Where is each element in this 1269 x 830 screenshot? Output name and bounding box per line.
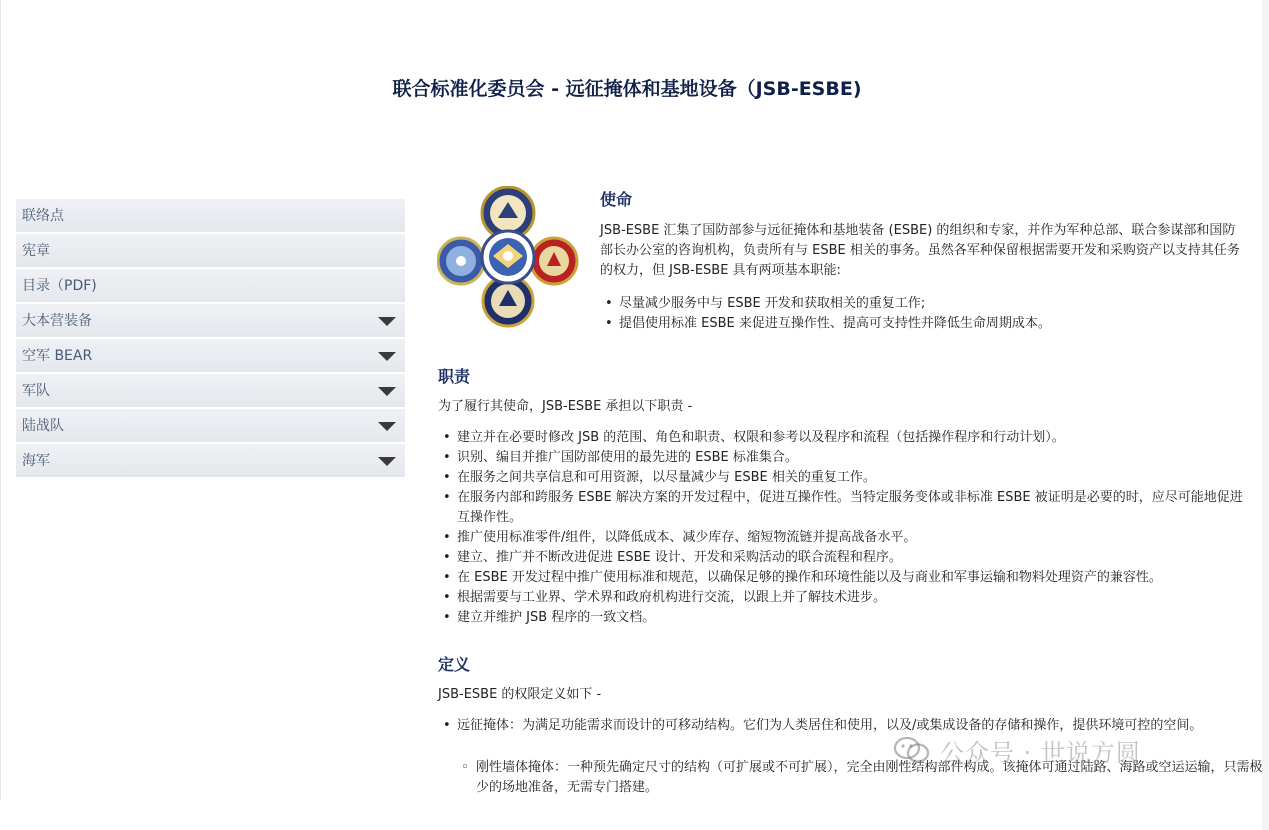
list-item: • 建立、推广并不断改进促进 ESBE 设计、开发和采购活动的联合流程和程序。	[438, 548, 1246, 568]
watermark-text: 公众号 · 世说方圆	[940, 739, 1141, 767]
sidebar-nav	[16, 199, 405, 479]
list-item: • 尽量减少服务中与 ESBE 开发和获取相关的重复工作;	[600, 294, 1240, 314]
page-title: 联合标准化委员会 - 远征掩体和基地设备（JSB-ESBE)	[392, 78, 862, 100]
sidebar-item-air-force-bear[interactable]	[16, 339, 405, 372]
sidebar-item-label: 军队	[22, 383, 50, 399]
chevron-down-icon[interactable]	[378, 422, 396, 431]
sidebar-item-base-equipment[interactable]	[16, 304, 405, 337]
sidebar-item-label: 宪章	[22, 243, 50, 259]
sidebar-item-label: 大本营装备	[22, 313, 92, 329]
sidebar-item-label: 陆战队	[22, 418, 64, 434]
wechat-icon	[893, 736, 931, 764]
sub-list-item: ◦ 刚性墙体掩体：一种预先确定尺寸的结构（可扩展或不可扩展），完全由刚性结构部件构成。该掩体可通过陆路、海路或空运运输，只需极少的场地准备，无需专门搭建。	[457, 758, 1264, 798]
sidebar-item-label: 联络点	[22, 208, 64, 224]
list-item: • 建立并维护 JSB 程序的一致文档。	[438, 608, 1246, 628]
chevron-down-icon[interactable]	[378, 387, 396, 396]
chevron-down-icon[interactable]	[378, 352, 396, 361]
sidebar-item-label: 空军 BEAR	[22, 348, 93, 364]
dod-service-seals-logo	[437, 186, 579, 328]
list-item: • 远征掩体：为满足功能需求而设计的可移动结构。它们为人类居住和使用，以及/或集成设备的存储和操作，提供环境可控的空间。	[438, 716, 1246, 736]
list-item: • 根据需要与工业界、学术界和政府机构进行交流，以跟上并了解技术进步。	[438, 588, 1246, 608]
sidebar-item-label: 目录（PDF)	[22, 278, 97, 294]
list-item: • 识别、编目并推广国防部使用的最先进的 ESBE 标准集合。	[438, 448, 1246, 468]
sidebar-item-charter[interactable]	[16, 234, 405, 267]
duties-list	[438, 428, 1246, 628]
list-item: • 在服务之间共享信息和可用资源，以尽量减少与 ESBE 相关的重复工作。	[438, 468, 1246, 488]
window-left-edge	[0, 0, 1, 830]
sidebar-item-catalog-pdf[interactable]	[16, 269, 405, 302]
sidebar-item-army[interactable]	[16, 374, 405, 407]
duties-intro: 为了履行其使命，JSB-ESBE 承担以下职责 -	[438, 399, 693, 414]
list-item: • 在服务内部和跨服务 ESBE 解决方案的开发过程中，促进互操作性。当特定服务变体或非标准 ESBE 被证明是必要的时，应尽可能地促进互操作性。	[438, 488, 1246, 528]
sidebar-item-navy[interactable]	[16, 444, 405, 477]
chevron-down-icon[interactable]	[378, 317, 396, 326]
list-item: • 建立并在必要时修改 JSB 的范围、角色和职责、权限和参考以及程序和流程（包括操作程序和行动计划）。	[438, 428, 1246, 448]
mission-paragraph: JSB-ESBE 汇集了国防部参与远征掩体和基地装备 (ESBE) 的组织和专家，并作为军种总部、联合参谋部和国防部长办公室的咨询机构，负责所有与 ESBE 相关的事务。虽然各军种保留根据需要开发和采购资产以支持其任务的权力，但 JSB-ESBE 具有两项基本职能:	[600, 223, 1240, 278]
sidebar-item-label: 海军	[22, 453, 50, 469]
scrollbar-track[interactable]	[1262, 0, 1269, 830]
duties-heading: 职责	[438, 367, 471, 386]
mission-heading: 使命	[600, 190, 633, 209]
list-item: • 推广使用标准零件/组件，以降低成本、减少库存、缩短物流链并提高战备水平。	[438, 528, 1246, 548]
sidebar-item-contact[interactable]	[16, 199, 405, 232]
list-item: • 提倡使用标准 ESBE 来促进互操作性、提高可支持性并降低生命周期成本。	[600, 314, 1240, 334]
list-item: • 在 ESBE 开发过程中推广使用标准和规范，以确保足够的操作和环境性能以及与商业和军事运输和物料处理资产的兼容性。	[438, 568, 1246, 588]
sidebar-item-marines[interactable]	[16, 409, 405, 442]
chevron-down-icon[interactable]	[378, 457, 396, 466]
mission-list	[600, 294, 1240, 334]
definitions-heading: 定义	[438, 655, 471, 674]
definitions-intro: JSB-ESBE 的权限定义如下 -	[438, 687, 602, 702]
page-fold	[0, 800, 1262, 830]
